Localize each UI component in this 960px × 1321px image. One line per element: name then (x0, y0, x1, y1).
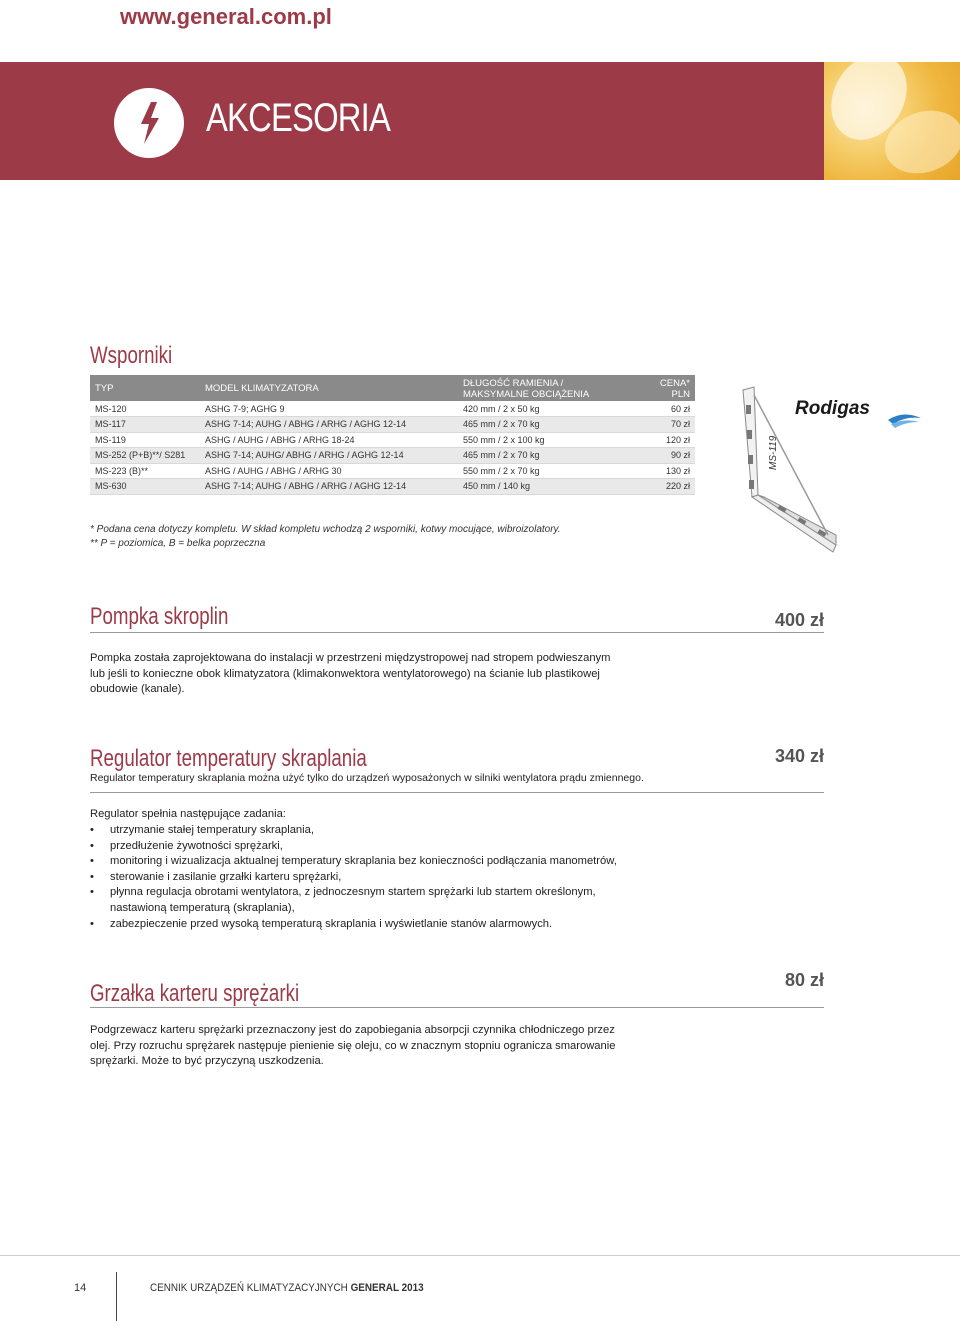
footer-title-text: CENNIK URZĄDZEŃ KLIMATYZACYJNYCH (150, 1282, 348, 1294)
cell-type: MS-120 (90, 401, 200, 417)
column-header-price (628, 375, 695, 401)
rodigas-logo-text: Rodigas (795, 398, 870, 419)
column-header-price-label: CENA* (659, 378, 690, 389)
cell-type: MS-252 (P+B)**/ S281 (90, 448, 200, 464)
cell-type: MS-630 (90, 479, 200, 495)
brackets-table (90, 375, 695, 495)
description-line: olej. Przy rozruchu sprężarek następuje pienienie się oleju, co w znacznym stopniu ogranicza smarowanie (90, 1039, 616, 1052)
bracket-image-label: MS-119 (768, 435, 779, 470)
list-item: • przedłużenie żywotności sprężarki, (90, 839, 617, 855)
table-row (90, 448, 695, 464)
table-row (90, 417, 695, 433)
description-line: Podgrzewacz karteru sprężarki przeznaczony jest do zapobiegania absorpcji czynnika chłodniczego przez (90, 1024, 615, 1036)
cell-model: ASHG 7-14; AUHG / ABHG / ARHG / AGHG 12-14 (200, 479, 458, 495)
divider (90, 792, 824, 793)
cell-price: 130 zł (628, 463, 695, 479)
regulator-subtitle: Regulator temperatury skraplania można użyć tylko do urządzeń wyposażonych w silniki wentylatora prądu zmiennego. (90, 772, 644, 784)
cell-model: ASHG / AUHG / ABHG / ARHG 18-24 (200, 432, 458, 448)
table-row (90, 401, 695, 417)
cell-arm-load: 450 mm / 140 kg (458, 479, 628, 495)
section-title-grzalka: Grzałka karteru sprężarki (90, 980, 300, 1007)
table-row (90, 463, 695, 479)
cell-price: 70 zł (628, 417, 695, 433)
cell-model: ASHG 7-14; AUHG/ ABHG / ARHG / AGHG 12-14 (200, 448, 458, 464)
cell-type: MS-117 (90, 417, 200, 433)
column-header-model: MODEL KLIMATYZATORA (200, 375, 458, 401)
cell-price: 120 zł (628, 432, 695, 448)
regulator-intro: Regulator spełnia następujące zadania: (90, 808, 286, 820)
footer-divider (0, 1255, 960, 1256)
price-pompka: 400 zł (774, 610, 824, 630)
description-line: sprężarki. Może to być przyczyną uszkodzenia. (90, 1055, 324, 1067)
description-grzalka (90, 1023, 615, 1070)
page-number: 14 (74, 1282, 87, 1294)
divider (90, 632, 824, 633)
cell-arm-load: 550 mm / 2 x 70 kg (458, 463, 628, 479)
cell-model: ASHG / AUHG / ABHG / ARHG 30 (200, 463, 458, 479)
general-logo-icon (114, 88, 184, 158)
column-header-load: MAKSYMALNE OBCIĄŻENIA (463, 389, 590, 400)
list-item: • sterowanie i zasilanie grzałki karteru sprężarki, (90, 870, 617, 886)
table-row (90, 479, 695, 495)
column-header-type: TYP (90, 375, 200, 401)
price-grzalka: 80 zł (784, 970, 824, 990)
divider (90, 1007, 824, 1008)
cell-arm-load: 465 mm / 2 x 70 kg (458, 417, 628, 433)
footer-title-bold: GENERAL 2013 (350, 1282, 424, 1294)
list-item: nastawioną temperaturą (skraplania), (110, 901, 295, 914)
price-regulator: 340 zł (774, 746, 824, 766)
cell-price: 60 zł (628, 401, 695, 417)
section-title-wsporniki: Wsporniki (90, 342, 173, 369)
description-line: lub jeśli to konieczne obok klimatyzatora (klimakonwektora wentylatorowego) na ścianie lub plastikowej (90, 667, 600, 680)
table-row (90, 432, 695, 448)
note-abbrev: ** P = poziomica, B = belka poprzeczna (90, 538, 266, 549)
rodigas-logo (793, 392, 923, 432)
site-url[interactable]: www.general.com.pl (120, 4, 332, 29)
page-title: AKCESORIA (206, 96, 391, 140)
banner-photo (824, 62, 960, 180)
cell-arm-load: 420 mm / 2 x 50 kg (458, 401, 628, 417)
note-price: * Podana cena dotyczy kompletu. W skład kompletu wchodzą 2 wsporniki, kotwy mocujące, wibroizolatory. (90, 524, 561, 535)
list-item: • płynna regulacja obrotami wentylatora, z jednoczesnym startem sprężarki lub startem określonym, (90, 885, 617, 901)
list-item: • monitoring i wizualizacja aktualnej temperatury skraplania bez konieczności podłączania manometrów, (90, 854, 617, 870)
column-header-arm-load (458, 375, 628, 401)
column-header-price-unit: PLN (671, 389, 690, 400)
section-title-pompka: Pompka skroplin (90, 603, 229, 630)
cell-arm-load: 465 mm / 2 x 70 kg (458, 448, 628, 464)
cell-model: ASHG 7-9; AGHG 9 (200, 401, 458, 417)
list-item: • utrzymanie stałej temperatury skraplania, (90, 823, 617, 839)
cell-model: ASHG 7-14; AUHG / ABHG / ARHG / AGHG 12-14 (200, 417, 458, 433)
cell-price: 220 zł (628, 479, 695, 495)
column-header-arm: DŁUGOŚĆ RAMIENIA / (463, 378, 564, 389)
footer-title (150, 1282, 424, 1294)
list-item: • zabezpieczenie przed wysoką temperaturą skraplania i wyświetlanie stanów alarmowych. (90, 917, 617, 933)
description-line: Pompka została zaprojektowana do instalacji w przestrzeni międzystropowej nad stropem podwieszanym (90, 652, 611, 664)
table-header-row (90, 375, 695, 401)
cell-arm-load: 550 mm / 2 x 100 kg (458, 432, 628, 448)
cell-type: MS-223 (B)** (90, 463, 200, 479)
table-notes (90, 523, 561, 551)
description-line: obudowie (kanale). (90, 683, 185, 695)
cell-type: MS-119 (90, 432, 200, 448)
regulator-task-list (90, 823, 617, 932)
footer-separator (116, 1272, 117, 1321)
description-pompka (90, 651, 610, 698)
section-title-regulator: Regulator temperatury skraplania (90, 745, 367, 772)
cell-price: 90 zł (628, 448, 695, 464)
